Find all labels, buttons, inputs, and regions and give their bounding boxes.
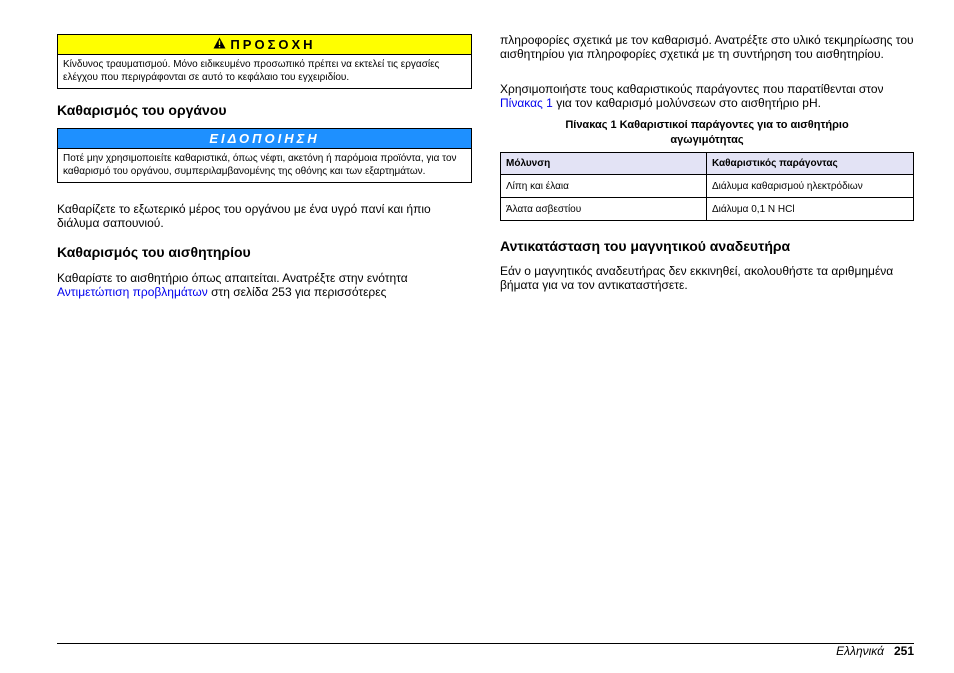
- heading-replace-stirrer: Αντικατάσταση του μαγνητικού αναδευτήρα: [500, 238, 791, 254]
- column-header-contamination: Μόλυνση: [501, 153, 707, 175]
- clean-sensor-text-end: στη σελίδα 253 για περισσότερες: [207, 285, 387, 299]
- cleaning-agents-text: [500, 82, 914, 110]
- heading-clean-instrument: Καθαρισμός του οργάνου: [57, 102, 227, 118]
- notice-title: ΕΙΔΟΠΟΙΗΣΗ: [58, 129, 471, 149]
- table-row: [501, 175, 914, 198]
- clean-sensor-text-start: Καθαρίστε το αισθητήριο όπως απαιτείται. Ανατρέξτε στην ενότητα: [57, 271, 408, 285]
- caution-header: [58, 35, 471, 55]
- notice-box: [57, 128, 472, 183]
- caution-box: [57, 34, 472, 89]
- sensor-text-continued: πληροφορίες σχετικά με τον καθαρισμό. Ανατρέξτε στο υλικό τεκμηρίωσης του αισθητηρίου για πληροφορίες σχετικά με τη συντήρηση του αισθητηρίου.: [500, 33, 914, 61]
- table-row: [501, 198, 914, 221]
- page-number: 251: [893, 644, 914, 658]
- troubleshooting-link[interactable]: Αντιμετώπιση προβλημάτων: [57, 285, 208, 299]
- replace-stirrer-text: Εάν ο μαγνητικός αναδευτήρας δεν εκκινηθεί, ακολουθήστε τα αριθμημένα βήματα για να τον αντικαταστήσετε.: [500, 264, 894, 292]
- table-caption-line-2: αγωγιμότητας: [670, 134, 744, 146]
- table-cell: Λίπη και έλαια: [501, 175, 707, 198]
- heading-clean-sensor: Καθαρισμός του αισθητηρίου: [57, 244, 251, 260]
- clean-sensor-text: [57, 271, 472, 299]
- clean-instrument-text: Καθαρίζετε το εξωτερικό μέρος του οργάνου με ένα υγρό πανί και ήπιο διάλυμα σαπουνιού.: [57, 202, 431, 230]
- cleaning-agents-table: [500, 152, 914, 221]
- caution-title: ΠΡΟΣΟΧΗ: [230, 37, 316, 52]
- table-1-link[interactable]: Πίνακας 1: [500, 96, 553, 110]
- table-cell: Άλατα ασβεστίου: [501, 198, 707, 221]
- table-header-row: [501, 153, 914, 175]
- page-footer: [836, 644, 914, 658]
- footer-language: Ελληνικά: [836, 644, 884, 658]
- table-caption: [500, 118, 914, 148]
- column-header-cleaning-agent: Καθαριστικός παράγοντας: [707, 153, 914, 175]
- table-cell: Διάλυμα καθαρισμού ηλεκτρόδιων: [707, 175, 914, 198]
- cleaning-agents-text-end: για τον καθαρισμό μολύνσεων στο αισθητήριο pH.: [552, 96, 821, 110]
- footer-divider: [57, 643, 914, 644]
- cleaning-agents-text-start: Χρησιμοποιήστε τους καθαριστικούς παράγοντες που παρατίθενται στον: [500, 82, 884, 96]
- warning-triangle-icon: [213, 37, 226, 52]
- caution-text: Κίνδυνος τραυματισμού. Μόνο ειδικευμένο προσωπικό πρέπει να εκτελεί τις εργασίες ελέγχου που περιγράφονται σε αυτό το κεφάλαιο του εγχειριδίου.: [63, 59, 440, 83]
- table-caption-line-1: Πίνακας 1 Καθαριστικοί παράγοντες για το αισθητήριο: [565, 119, 849, 131]
- notice-text: Ποτέ μην χρησιμοποιείτε καθαριστικά, όπως νέφτι, ακετόνη ή παρόμοια προϊόντα, για τον καθαρισμό του οργάνου, συμπεριλαμβανομένης της οθόνης και των εξαρτημάτων.: [63, 153, 457, 177]
- table-cell: Διάλυμα 0,1 N HCl: [707, 198, 914, 221]
